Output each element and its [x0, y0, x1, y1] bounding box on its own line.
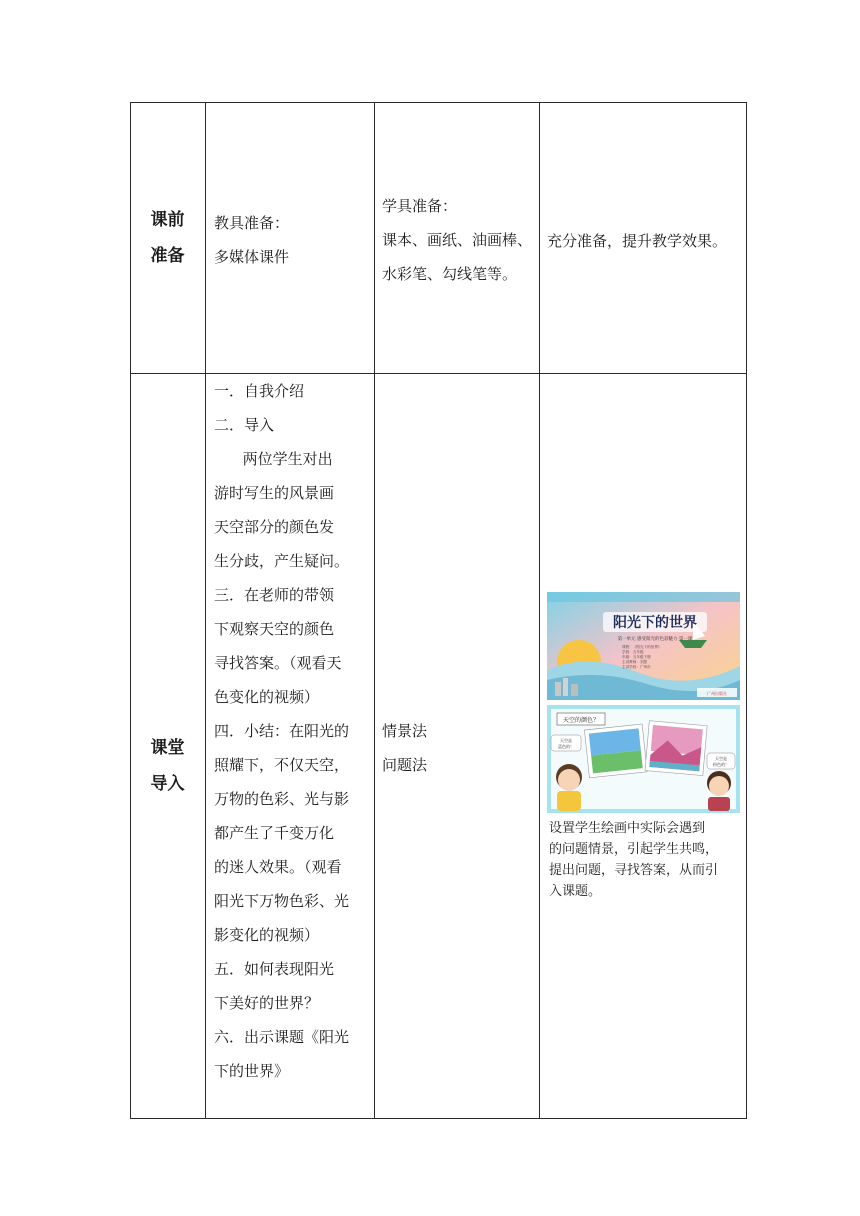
row-header-prep — [130, 202, 205, 274]
table-border-bottom — [130, 1118, 747, 1119]
text-line: 生分歧，产生疑问。 — [214, 552, 350, 570]
text-line: 课本、画纸、油画棒、 — [382, 231, 533, 249]
teacher-prep-cell — [214, 206, 374, 274]
text-line: 水彩笔、勾线笔等。 — [382, 265, 518, 283]
text-line: 教具准备： — [214, 214, 290, 232]
caption-line: 设置学生绘画中实际会遇到 — [549, 821, 706, 836]
column-divider — [374, 102, 375, 1119]
text-line: 下美好的世界？ — [214, 994, 320, 1012]
title-slide-illustration — [547, 592, 740, 700]
slide-info-line: 学段：五年级 — [622, 650, 644, 654]
method-cell — [382, 714, 540, 782]
slide-info-line: 主讲教师：刘思 — [622, 660, 648, 664]
text-line: 情景法 — [382, 722, 428, 740]
text-line: 一．自我介绍 — [214, 382, 305, 400]
slide-thumbnail-question — [547, 705, 740, 813]
text-line: 寻找答案。（观看天 — [214, 654, 342, 672]
slide-thumbnail-title — [547, 592, 740, 700]
slide-info-line: 课程：《阳光下的世界》 — [622, 645, 662, 649]
student-prep-cell — [382, 189, 540, 291]
text-line: 两位学生对出 — [214, 450, 333, 468]
speech-bubble-line: 天空是 — [715, 756, 727, 761]
slide-title: 阳光下的世界 — [613, 615, 697, 631]
speech-bubble-line: 粉色的！ — [713, 762, 729, 767]
caption-line: 提出问题，寻找答案，从而引 — [549, 863, 719, 878]
text-line: 问题法 — [382, 756, 428, 774]
text-line: 游时写生的风景画 — [214, 484, 335, 502]
row-header-line: 课堂 — [150, 738, 185, 758]
text-line: 天空部分的颜色发 — [214, 518, 335, 536]
text-line: 三．在老师的带领 — [214, 586, 335, 604]
column-divider — [205, 102, 206, 1119]
row-header-line: 导入 — [150, 774, 185, 794]
speech-bubble-line: 天空是 — [560, 738, 572, 743]
text-line: 二．导入 — [214, 416, 275, 434]
text-line: 的迷人效果。（观看 — [214, 858, 342, 876]
slide-info-line: 主讲学校：广州市 — [622, 665, 651, 669]
text-line: 六．出示课题《阳光 — [214, 1028, 350, 1046]
text-line: 四．小结：在阳光的 — [214, 722, 350, 740]
text-line: 照耀下，不仅天空， — [214, 756, 350, 774]
caption-line: 入课题。 — [549, 884, 602, 899]
design-intent-caption — [549, 818, 745, 902]
text-line: 下观察天空的颜色 — [214, 620, 335, 638]
question-slide-illustration — [547, 705, 740, 813]
design-intent-cell — [547, 224, 747, 258]
teaching-process-cell — [214, 374, 374, 1088]
text-line: 阳光下万物色彩、光 — [214, 892, 350, 910]
table-border-top — [130, 102, 747, 103]
slide-info-line: 年级：五年级下册 — [622, 655, 651, 659]
lesson-plan-table — [130, 102, 747, 1119]
text-line: 色变化的视频） — [214, 688, 320, 706]
text-line: 影变化的视频） — [214, 926, 320, 944]
row-header-intro — [130, 730, 205, 802]
caption-line: 的问题情景，引起学生共鸣， — [549, 842, 719, 857]
text-line: 五．如何表现阳光 — [214, 960, 335, 978]
text-line: 多媒体课件 — [214, 248, 290, 266]
row-header-line: 课前 — [150, 210, 185, 230]
text-line: 都产生了千变万化 — [214, 824, 335, 842]
text-line: 学具准备： — [382, 197, 458, 215]
speech-bubble-line: 蓝色的！ — [558, 744, 574, 749]
slide-subtitle: 第一单元 感受阳光的色彩魅力 第一课 — [617, 637, 693, 642]
text-line: 万物的色彩、光与影 — [214, 790, 350, 808]
row-header-line: 准备 — [150, 246, 185, 266]
text-line: 充分准备，提升教学效果。 — [547, 232, 728, 250]
publisher-logo: 广州出版社 — [707, 691, 727, 696]
text-line: 下的世界》 — [214, 1062, 290, 1080]
slide-question: 天空的颜色？ — [562, 717, 600, 724]
